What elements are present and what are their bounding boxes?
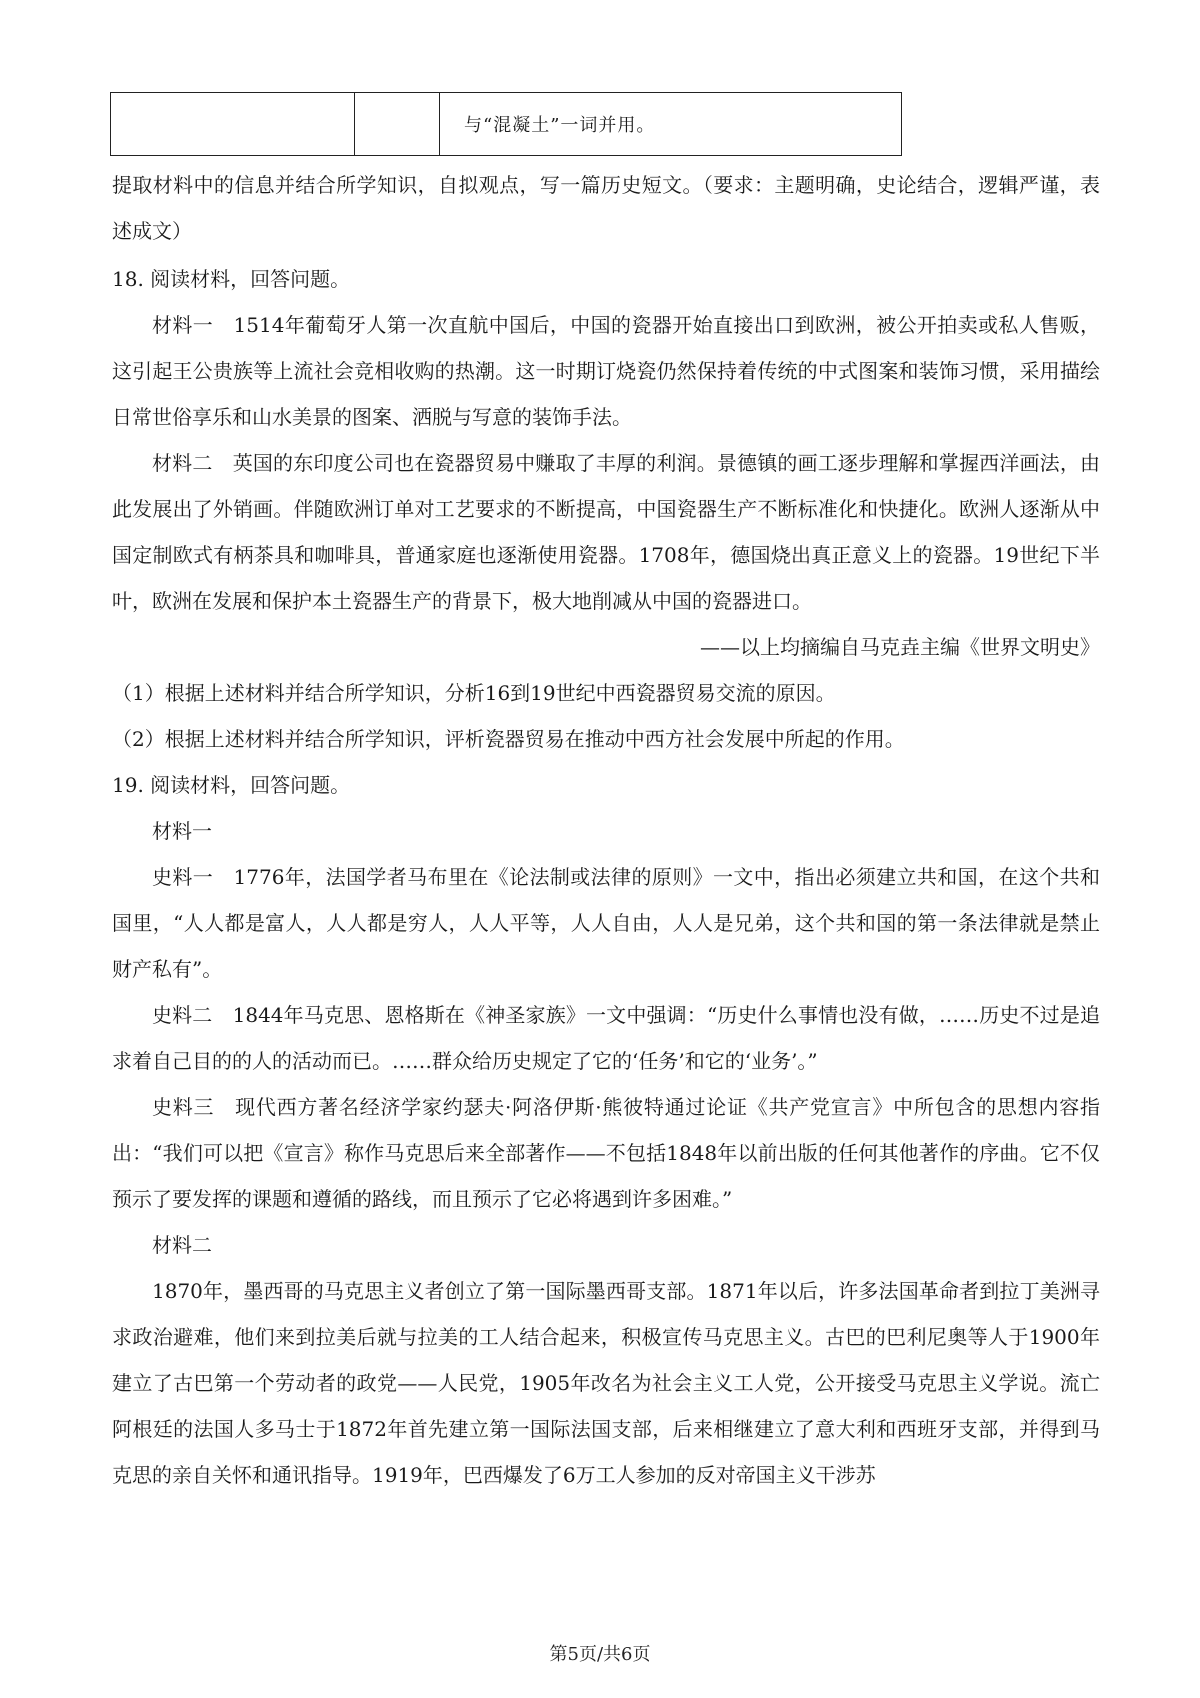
q18-sub-question-1: （1）根据上述材料并结合所学知识，分析16到19世纪中西瓷器贸易交流的原因。 xyxy=(112,681,836,705)
q19-material-2-label: 材料二 xyxy=(152,1233,212,1257)
q18-source: ——以上均摘编自马克垚主编《世界文明史》 xyxy=(700,635,1100,659)
q19-material-2-text: 1870年，墨西哥的马克思主义者创立了第一国际墨西哥支部。1871年以后，许多法国革命者到拉丁美洲寻求政治避难，他们来到拉美后就与拉美的工人结合起来，积极宣传马克思主义。古巴的巴利尼奥等人于1900年建立了古巴第一个劳动者的政党——人民党，1905年改名为社会主义工人党，公开接受马克思主义学说。流亡阿根廷的法国人多马士于1872年首先建立第一国际法国支部，后来相继建立了意大利和西班牙支部，并得到马克思的亲自关怀和通讯指导。1919年，巴西爆发了6万工人参加的反对帝国主义干涉苏 xyxy=(112,1279,1100,1487)
table-cell-1 xyxy=(111,93,355,156)
page-number: 第5页/共6页 xyxy=(549,1644,651,1665)
q18-material-2: 材料二 英国的东印度公司也在瓷器贸易中赚取了丰厚的利润。景德镇的画工逐步理解和掌握西洋画法，由此发展出了外销画。伴随欧洲订单对工艺要求的不断提高，中国瓷器生产不断标准化和快捷化。欧洲人逐渐从中国定制欧式有柄茶具和咖啡具，普通家庭也逐渐使用瓷器。1708年，德国烧出真正意义上的瓷器。19世纪下半叶，欧洲在发展和保护本土瓷器生产的背景下，极大地削减从中国的瓷器进口。 xyxy=(112,451,1100,613)
q18-title: 18. 阅读材料，回答问题。 xyxy=(112,267,351,291)
q18-material-1: 材料一 1514年葡萄牙人第一次直航中国后，中国的瓷器开始直接出口到欧洲，被公开拍卖或私人售贩，这引起王公贵族等上流社会竞相收购的热潮。这一时期订烧瓷仍然保持着传统的中式图案和装饰习惯，采用描绘日常世俗享乐和山水美景的图案、洒脱与写意的装饰手法。 xyxy=(112,313,1100,429)
question-18 xyxy=(112,256,1100,762)
q19-title: 19. 阅读材料，回答问题。 xyxy=(112,773,351,797)
q17-instruction: 提取材料中的信息并结合所学知识，自拟观点，写一篇历史短文。（要求：主题明确，史论结合，逻辑严谨，表述成文） xyxy=(112,173,1100,243)
table-cell-2 xyxy=(355,93,440,156)
top-table-fragment xyxy=(110,92,902,156)
q19-source-2: 史料二 1844年马克思、恩格斯在《神圣家族》一文中强调：“历史什么事情也没有做，……历史不过是追求着自己目的的人的活动而已。……群众给历史规定了它的‘任务’和它的‘业务’。” xyxy=(112,1003,1100,1073)
table-cell-3: 与“混凝土”一词并用。 xyxy=(440,93,902,156)
q19-material-1-label: 材料一 xyxy=(152,819,212,843)
q18-sub-question-2: （2）根据上述材料并结合所学知识，评析瓷器贸易在推动中西方社会发展中所起的作用。 xyxy=(112,727,905,751)
q17-instruction-block xyxy=(112,162,1100,254)
q19-source-1: 史料一 1776年，法国学者马布里在《论法制或法律的原则》一文中，指出必须建立共和国，在这个共和国里，“人人都是富人，人人都是穷人，人人平等，人人自由，人人是兄弟，这个共和国的第一条法律就是禁止财产私有”。 xyxy=(112,865,1100,981)
question-19 xyxy=(112,762,1100,1498)
q19-source-3: 史料三 现代西方著名经济学家约瑟夫·阿洛伊斯·熊彼特通过论证《共产党宣言》中所包含的思想内容指出：“我们可以把《宣言》称作马克思后来全部著作——不包括1848年以前出版的任何其他著作的序曲。它不仅预示了要发挥的课题和遵循的路线，而且预示了它必将遇到许多困难。” xyxy=(112,1095,1100,1211)
